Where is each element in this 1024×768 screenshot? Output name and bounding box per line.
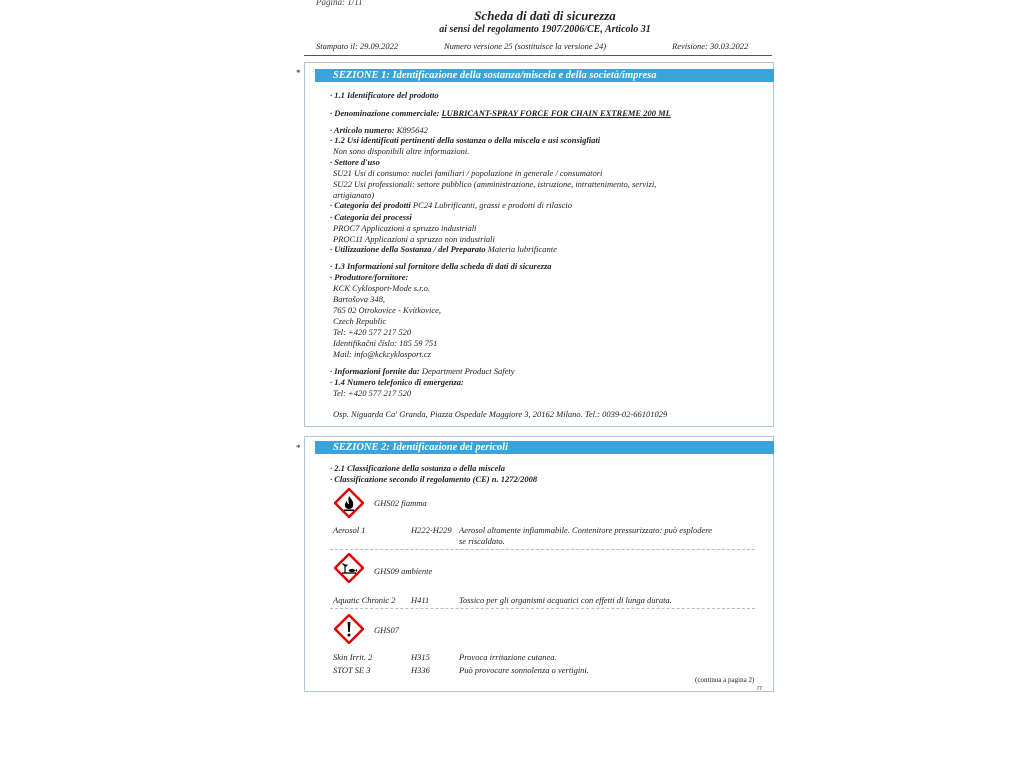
section-1-line <box>333 294 385 305</box>
field-value: Bartošova 348, <box>333 294 385 304</box>
field-value: Non sono disponibili altre informazioni. <box>333 146 470 156</box>
section-1-line <box>330 200 572 211</box>
section-2-title: SEZIONE 2: Identificazione dei pericoli <box>315 441 774 454</box>
hazard-statement: Aerosol altamente infiammabile. Contenitore pressurizzato: può esplodere <box>459 525 713 535</box>
field-value: 765 02 Otrokovice - Kvítkovice, <box>333 305 442 315</box>
continued-note: (continua a pagina 2) <box>695 676 755 684</box>
section-1-line <box>333 349 431 360</box>
section-1-line <box>333 338 437 349</box>
printed-date: Stampato il: 29.09.2022 <box>316 41 399 51</box>
field-value: K895642 <box>396 125 428 135</box>
field-value: PROC7 Applicazioni a spruzzo industriali <box>333 223 477 233</box>
classification-heading: · 2.1 Classificazione della sostanza o della miscela <box>330 463 505 473</box>
field-value: Mail: info@kckcyklosport.cz <box>333 349 431 359</box>
field-value: PROC11 Applicazioni a spruzzo non industriali <box>333 234 495 244</box>
field-label: · Utilizzazione della Sostanza / del Preparato <box>330 244 488 254</box>
section-1-line <box>333 409 667 420</box>
revision-date: Revisione: 30.03.2022 <box>672 41 749 51</box>
field-label: · Categoria dei processi <box>330 212 412 222</box>
section-1-line <box>330 212 412 223</box>
section-1-line <box>333 168 602 179</box>
hazard-class: Skin Irrit. 2 <box>333 652 373 662</box>
field-value: SU22 Usi professionali: settore pubblico (amministrazione, istruzione, intrattenimento, servizi, <box>333 179 657 189</box>
hazard-class: STOT SE 3 <box>333 665 371 675</box>
field-value: KCK Cyklosport-Mode s.r.o. <box>333 283 431 293</box>
field-value: Osp. Niguarda Ca' Granda, Piazza Ospedale Maggiore 3, 20162 Milano. Tel.: 0039-02-66101029 <box>333 409 668 419</box>
field-value: Czech Republic <box>333 316 387 326</box>
section-1-line <box>333 388 411 399</box>
section-1-line <box>333 179 656 190</box>
revision-marker: * <box>296 443 301 453</box>
field-value: Department Product Safety <box>421 366 515 376</box>
field-value: Materia lubrificante <box>487 244 557 254</box>
section-1-line <box>330 90 439 101</box>
flame-icon <box>334 488 364 518</box>
section-1-title: SEZIONE 1: Identificazione della sostanza/miscela e della società/impresa <box>315 69 774 82</box>
field-label: · Settore d'uso <box>330 157 380 167</box>
field-label: · 1.1 Identificatore del prodotto <box>330 90 439 100</box>
field-label: · Denominazione commerciale: <box>330 108 442 118</box>
hazard-code: H411 <box>411 595 430 605</box>
section-1-line <box>330 244 557 255</box>
exclamation-icon <box>334 614 364 644</box>
field-value: LUBRICANT-SPRAY FORCE FOR CHAIN EXTREME 200 ML <box>441 108 671 118</box>
section-1-line <box>330 261 552 272</box>
field-label: · Articolo numero: <box>330 125 397 135</box>
field-value: Identifikační číslo: 185 59 751 <box>333 338 438 348</box>
hazard-statement: Può provocare sonnolenza o vertigini. <box>459 665 589 675</box>
pictogram-label: GHS02 fiamma <box>374 498 427 508</box>
pictogram-label: GHS07 <box>374 625 400 635</box>
revision-marker: * <box>296 68 301 78</box>
hazard-class: Aquatic Chronic 2 <box>333 595 396 605</box>
section-1-line <box>330 108 671 119</box>
hazard-divider <box>330 549 755 550</box>
section-1-line <box>333 223 476 234</box>
field-label: · Informazioni fornite da: <box>330 366 422 376</box>
hazard-code: H315 <box>411 652 430 662</box>
version-number: Numero versione 25 (sostituisce la versione 24) <box>444 41 607 51</box>
section-1-line <box>330 157 380 168</box>
field-label: · Produttore/fornitore: <box>330 272 409 282</box>
page-number: Pagina: 1/11 <box>316 0 363 7</box>
field-label: · 1.2 Usi identificati pertinenti della sostanza o della miscela e usi sconsigliati <box>330 135 601 145</box>
environment-icon <box>334 553 364 583</box>
section-1-line <box>333 283 430 294</box>
hazard-divider <box>330 608 755 609</box>
section-1-line <box>330 135 600 146</box>
hazard-statement: Provoca irritazione cutanea. <box>459 652 557 662</box>
hazard-class: Aerosol 1 <box>333 525 366 535</box>
section-1-line <box>330 366 515 377</box>
hazard-statement-cont: se riscaldato. <box>459 536 505 546</box>
field-value: artigianato) <box>333 190 375 200</box>
document-subtitle: ai sensi del regolamento 1907/2006/CE, Articolo 31 <box>439 24 651 35</box>
section-1-line <box>333 327 411 338</box>
language-code: IT <box>757 686 763 692</box>
pictogram-label: GHS09 ambiente <box>374 566 433 576</box>
section-1-line <box>333 316 386 327</box>
field-value: Tel: +420 577 217 520 <box>333 388 412 398</box>
field-label: · 1.3 Informazioni sul fornitore della scheda di dati di sicurezza <box>330 261 552 271</box>
section-1-line <box>333 305 441 316</box>
section-1-line <box>330 272 408 283</box>
header-divider <box>304 55 772 56</box>
field-value: SU21 Usi di consumo: nuclei familiari / popolazione in generale / consumatori <box>333 168 603 178</box>
document-title: Scheda di dati di sicurezza <box>474 8 616 23</box>
field-label: · Categoria dei prodotti <box>330 200 413 210</box>
section-1-line <box>333 146 469 157</box>
section-1-line <box>330 377 464 388</box>
hazard-statement: Tossico per gli organismi acquatici con effetti di lunga durata. <box>459 595 672 605</box>
field-value: PC24 Lubrificanti, grassi e prodotti di rilascio <box>412 200 572 210</box>
regulation-heading: · Classificazione secondo il regolamento (CE) n. 1272/2008 <box>330 474 538 484</box>
hazard-code: H222-H229 <box>411 525 452 535</box>
field-value: Tel: +420 577 217 520 <box>333 327 412 337</box>
field-label: · 1.4 Numero telefonico di emergenza: <box>330 377 464 387</box>
hazard-code: H336 <box>411 665 430 675</box>
